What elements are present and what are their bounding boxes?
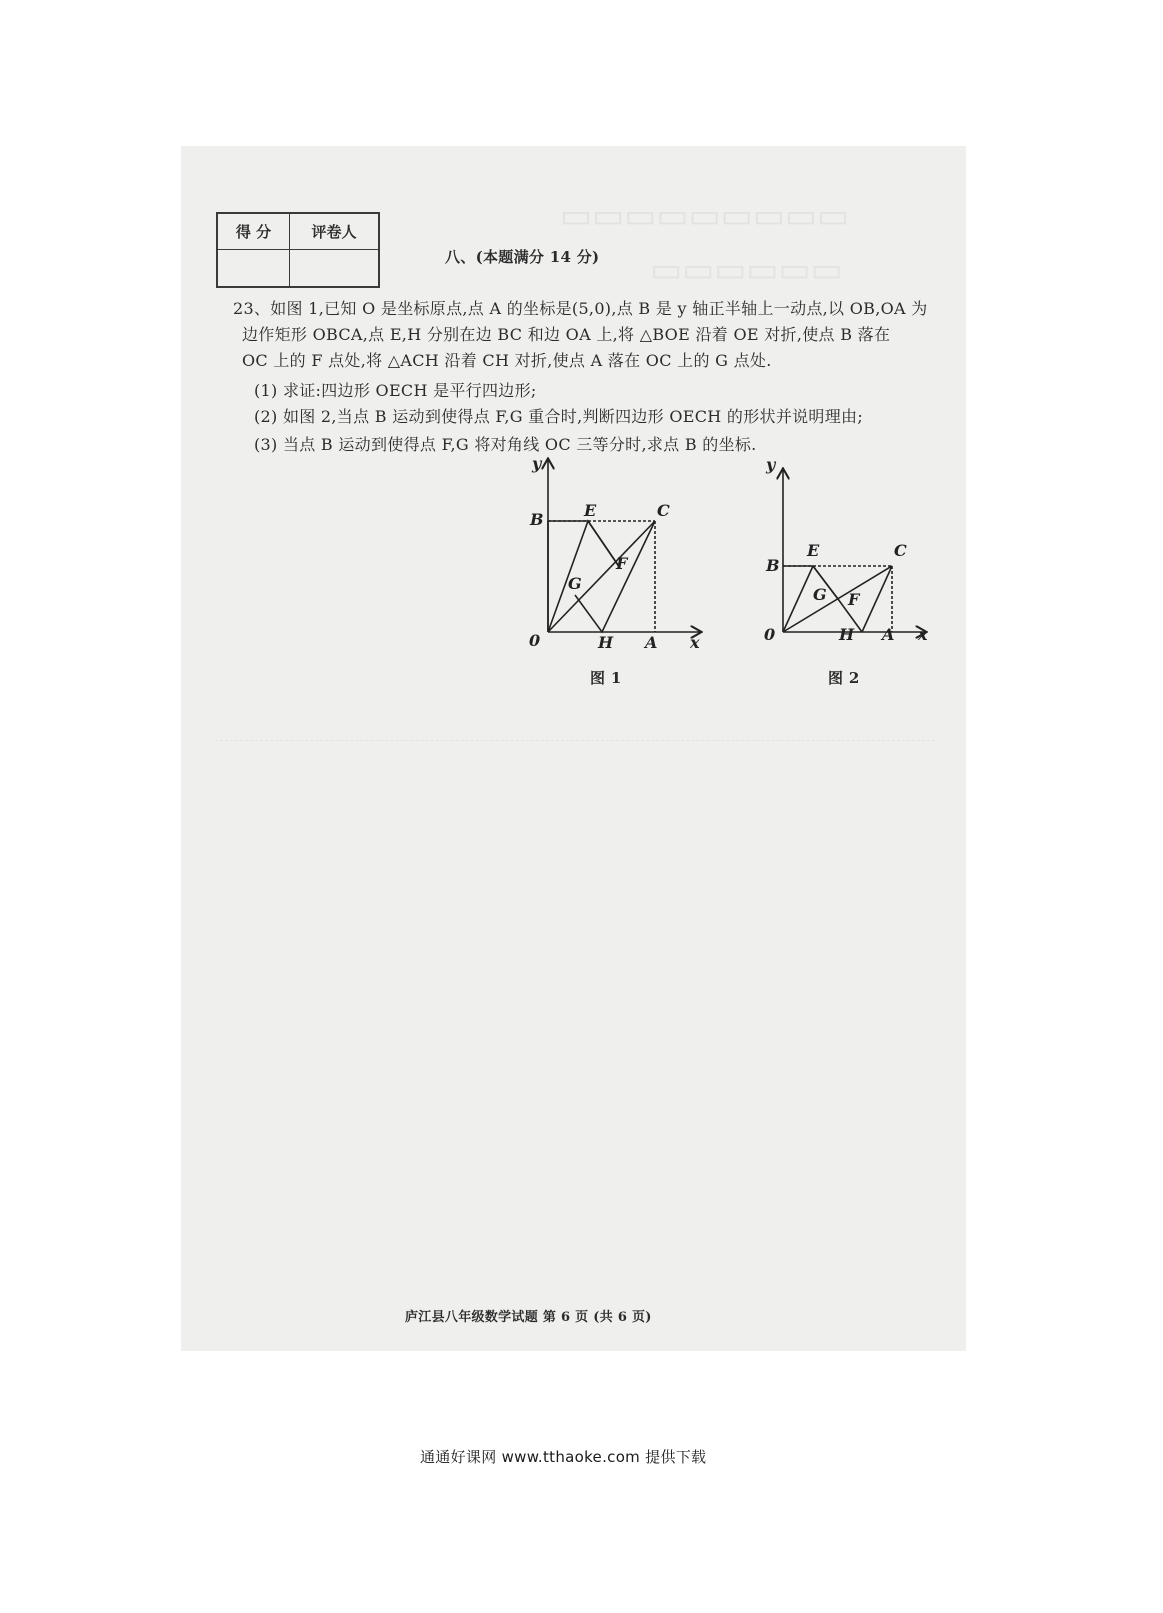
- fig1-fold-ach: [575, 521, 655, 632]
- fig2-label-H: H: [839, 625, 855, 644]
- question-line-2: 边作矩形 OBCA,点 E,H 分别在边 BC 和边 OA 上,将 △BOE 沿着 OE 对折,使点 B 落在: [242, 325, 891, 344]
- score-header: 得 分: [218, 214, 290, 250]
- grader-header: 评卷人: [290, 214, 378, 250]
- fig1-label-x: x: [690, 633, 700, 652]
- fig2-label-x: x: [918, 625, 928, 644]
- fig1-label-C: C: [657, 501, 670, 520]
- fig2-label-A: A: [882, 625, 895, 644]
- figure-1-labels: [529, 454, 700, 652]
- fig1-label-E: E: [584, 501, 597, 520]
- question-line-1: 23、如图 1,已知 O 是坐标原点,点 A 的坐标是(5,0),点 B 是 y 轴正半轴上一动点,以 OB,OA 为: [233, 299, 928, 318]
- bleed-through-title: ▭▭▭▭▭▭▭▭▭: [560, 196, 850, 236]
- fig1-label-O: 0: [529, 631, 541, 650]
- page-footer: 庐江县八年级数学试题 第 6 页 (共 6 页): [405, 1310, 652, 1325]
- fig1-diagonal-oc: [548, 521, 655, 632]
- fig2-label-F: F: [848, 590, 860, 609]
- question-part-3: (3) 当点 B 运动到使得点 F,G 将对角线 OC 三等分时,求点 B 的坐标.: [254, 435, 757, 454]
- question-part-1: (1) 求证:四边形 OECH 是平行四边形;: [254, 381, 537, 400]
- fig1-label-y: y: [532, 454, 542, 473]
- download-watermark: 通通好课网 www.tthaoke.com 提供下载: [420, 1448, 707, 1466]
- fig1-label-H: H: [598, 633, 614, 652]
- figure-2-labels: [764, 455, 928, 644]
- fig2-label-B: B: [766, 556, 780, 575]
- figure-1-caption: 图 1: [590, 669, 622, 687]
- fig1-label-G: G: [568, 574, 582, 593]
- fig2-label-G: G: [813, 585, 827, 604]
- section-title: 八、(本题满分 14 分): [445, 248, 600, 266]
- fig2-label-y: y: [766, 455, 776, 474]
- question-line-3: OC 上的 F 点处,将 △ACH 沿着 CH 对折,使点 A 落在 OC 上的 G 点处.: [242, 351, 772, 370]
- figure-2-caption: 图 2: [828, 669, 860, 687]
- bleed-through-lines: [215, 740, 935, 1201]
- fig2-label-E: E: [807, 541, 820, 560]
- bleed-through-subtitle: ▭▭▭▭▭▭: [650, 250, 843, 290]
- figure-1: [548, 460, 700, 632]
- fig2-label-O: 0: [764, 625, 776, 644]
- fig2-label-C: C: [894, 541, 907, 560]
- fig1-label-B: B: [530, 510, 544, 529]
- fig1-label-F: F: [616, 554, 628, 573]
- question-part-2: (2) 如图 2,当点 B 运动到使得点 F,G 重合时,判断四边形 OECH 的形状并说明理由;: [254, 407, 864, 426]
- fig1-label-A: A: [645, 633, 658, 652]
